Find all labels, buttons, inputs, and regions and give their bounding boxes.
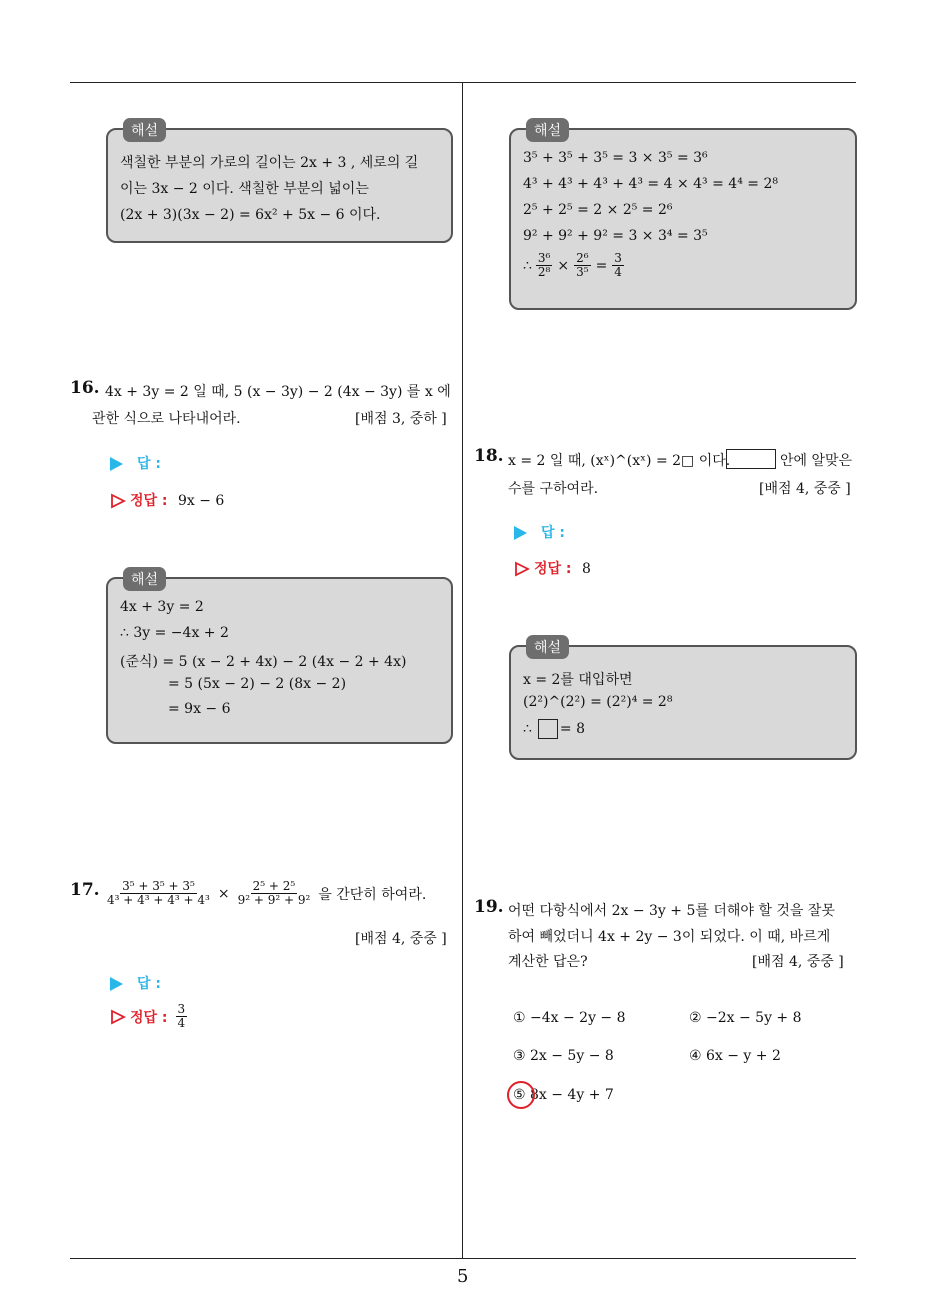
question-number: 16. bbox=[70, 378, 100, 398]
blank-box bbox=[538, 719, 558, 739]
question-number: 17. bbox=[70, 880, 100, 900]
explanation-line: 3⁵ + 3⁵ + 3⁵ = 3 × 3⁵ = 3⁶ bbox=[523, 150, 708, 166]
explanation-line: = 5 (5x − 2) − 2 (8x − 2) bbox=[168, 676, 347, 692]
score-tag: [배점 3, 중하 ] bbox=[355, 411, 447, 427]
score-tag: [배점 4, 중중 ] bbox=[752, 954, 844, 970]
bottom-rule bbox=[70, 1258, 856, 1259]
choice-3[interactable]: ③ 2x − 5y − 8 bbox=[513, 1048, 614, 1064]
explanation-line: (준식) = 5 (x − 2 + 4x) − 2 (4x − 2 + 4x) bbox=[120, 654, 407, 670]
choice-5[interactable]: ⑤ 8x − 4y + 7 bbox=[513, 1087, 614, 1103]
play-triangle-icon bbox=[514, 526, 527, 540]
question-text: 수를 구하여라. bbox=[508, 481, 599, 497]
correct-answer-row bbox=[110, 1003, 187, 1030]
explanation-line: ∴ = 8 bbox=[523, 721, 586, 737]
choice-4[interactable]: ④ 6x − y + 2 bbox=[689, 1048, 781, 1064]
correct-answer-row bbox=[110, 490, 224, 510]
fraction: $\frac{\text{3⁵ + 3⁵ + 3⁵}}{\text{4³ + 4³ + 4³ + 4³}}$ bbox=[107, 879, 210, 908]
answer-row[interactable] bbox=[110, 453, 161, 473]
explanation-box-15 bbox=[106, 123, 453, 243]
explanation-label: 해설 bbox=[526, 635, 569, 659]
question-number: 18. bbox=[474, 446, 504, 466]
question-19 bbox=[474, 897, 864, 977]
question-text: 관한 식으로 나타내어라. bbox=[92, 411, 241, 427]
explanation-box-18 bbox=[509, 640, 857, 760]
score-tag: [배점 4, 중중 ] bbox=[355, 931, 447, 947]
answer-row[interactable] bbox=[110, 973, 161, 993]
column-divider bbox=[462, 82, 463, 1259]
question-text: 하여 빼었더니 4x + 2y − 3이 되었다. 이 때, 바르게 bbox=[508, 929, 831, 945]
fraction: $\frac{\text{2⁵ + 2⁵}}{\text{9² + 9² + 9²}}$ bbox=[237, 879, 311, 908]
question-17 bbox=[70, 880, 460, 960]
selected-choice-circle-icon bbox=[507, 1081, 535, 1109]
explanation-label: 해설 bbox=[123, 118, 166, 142]
explanation-line: 색칠한 부분의 가로의 길이는 2x + 3 , 세로의 길 bbox=[120, 155, 419, 171]
correct-answer-row bbox=[514, 558, 591, 578]
fraction: $\frac{\text{2⁶}}{\text{3⁵}}$ bbox=[576, 251, 589, 280]
explanation-line: 이는 3x − 2 이다. 색칠한 부분의 넓이는 bbox=[120, 181, 369, 197]
choice-2[interactable]: ② −2x − 5y + 8 bbox=[689, 1010, 802, 1026]
outline-triangle-icon bbox=[514, 561, 530, 577]
fraction: $\frac{3}{4}$ bbox=[614, 251, 622, 280]
correct-label: 정답 : bbox=[130, 1009, 168, 1026]
question-text: 안에 알맞은 bbox=[780, 453, 853, 469]
explanation-line: 4x + 3y = 2 bbox=[120, 599, 204, 615]
explanation-box-17 bbox=[509, 123, 857, 310]
answer-row[interactable] bbox=[514, 522, 565, 542]
explanation-line: 4³ + 4³ + 4³ + 4³ = 4 × 4³ = 4⁴ = 2⁸ bbox=[523, 176, 778, 192]
explanation-fraction-line: ∴ $\frac{\text{3⁶}}{\text{2⁸}}$ × $\frac{\text{2⁶}}{\text{3⁵}}$ = $\frac{3}{4}$ bbox=[523, 251, 622, 280]
question-text: 4x + 3y = 2 일 때, 5 (x − 3y) − 2 (4x − 3y) 를 x 에 bbox=[105, 384, 451, 400]
outline-triangle-icon bbox=[110, 1009, 126, 1025]
question-number: 19. bbox=[474, 897, 504, 917]
correct-answer-value: 9x − 6 bbox=[177, 493, 225, 509]
explanation-line: ∴ 3y = −4x + 2 bbox=[120, 625, 229, 641]
times-sign: × bbox=[217, 885, 230, 902]
top-rule bbox=[70, 82, 856, 83]
explanation-line: x = 2를 대입하면 bbox=[523, 672, 633, 688]
explanation-line: 9² + 9² + 9² = 3 × 3⁴ = 3⁵ bbox=[523, 228, 708, 244]
fraction: $\frac{\text{3⁶}}{\text{2⁸}}$ bbox=[537, 251, 551, 280]
play-triangle-icon bbox=[110, 977, 123, 991]
question-text: 계산한 답은? bbox=[508, 954, 588, 970]
explanation-line: (2x + 3)(3x − 2) = 6x² + 5x − 6 이다. bbox=[120, 207, 381, 223]
choice-1[interactable]: ① −4x − 2y − 8 bbox=[513, 1010, 626, 1026]
question-text: 을 간단히 하여라. bbox=[318, 886, 427, 903]
explanation-label: 해설 bbox=[123, 567, 166, 591]
question-expression bbox=[105, 880, 426, 907]
explanation-line: 2⁵ + 2⁵ = 2 × 2⁵ = 2⁶ bbox=[523, 202, 673, 218]
question-text: 어떤 다항식에서 2x − 3y + 5를 더해야 할 것을 잘못 bbox=[508, 903, 835, 919]
play-triangle-icon bbox=[110, 457, 123, 471]
explanation-line: = 9x − 6 bbox=[168, 701, 231, 717]
correct-label: 정답 : bbox=[130, 493, 168, 509]
score-tag: [배점 4, 중중 ] bbox=[759, 481, 851, 497]
explanation-line: (2²)^(2²) = (2²)⁴ = 2⁸ bbox=[523, 694, 673, 710]
question-text: x = 2 일 때, (xˣ)^(xˣ) = 2□ 이다. bbox=[508, 453, 731, 469]
correct-answer-fraction: $\frac{3}{4}$ bbox=[177, 1002, 186, 1031]
answer-label: 답 : bbox=[137, 976, 161, 992]
correct-label: 정답 : bbox=[534, 561, 572, 577]
outline-triangle-icon bbox=[110, 493, 126, 509]
explanation-label: 해설 bbox=[526, 118, 569, 142]
correct-answer-value: 8 bbox=[581, 561, 591, 577]
answer-label: 답 : bbox=[137, 456, 161, 472]
page-number: 5 bbox=[457, 1266, 469, 1287]
explanation-box-16 bbox=[106, 572, 453, 744]
answer-label: 답 : bbox=[541, 525, 565, 541]
question-18 bbox=[474, 446, 864, 506]
answer-blank-box[interactable] bbox=[726, 449, 776, 469]
